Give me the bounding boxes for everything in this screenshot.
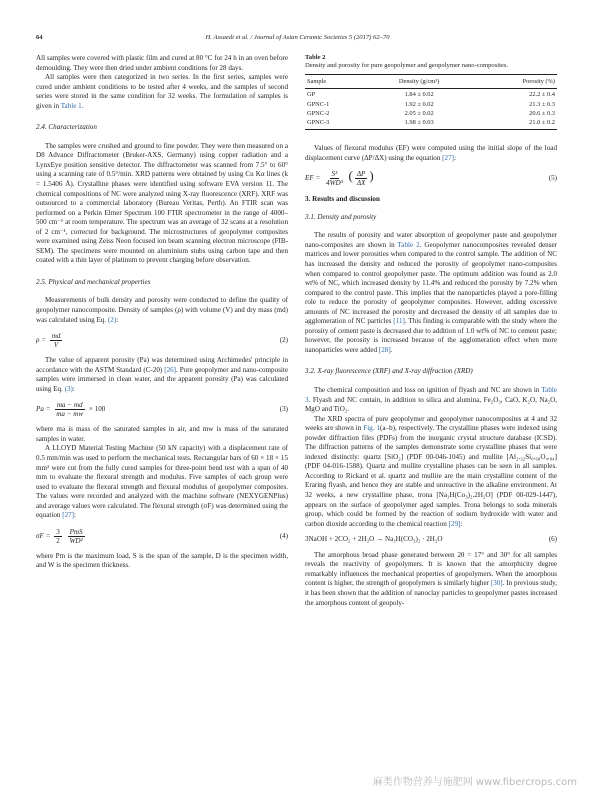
table-2-link[interactable]: Table 2 <box>397 240 420 249</box>
equation-4: σF = $\frac{3}{2}$ $\frac{\text{PmS}}{\text{WD²}}$ (4) <box>36 527 288 545</box>
equation-3: Pa = $\frac{ma - md}{ma - mw}$ × 100 (3) <box>36 401 288 419</box>
equation-number: (2) <box>279 335 288 344</box>
table-caption: Table 2 Density and porosity for pure geopolymer and geopolymer nano-composites. <box>305 54 557 71</box>
citation-link[interactable]: [26] <box>164 365 177 374</box>
column-header: Porosity (%) <box>471 74 557 89</box>
citation-link[interactable]: [11] <box>393 317 405 326</box>
paragraph: The XRD spectra of pure geopolymer and geopolymer nanocomposites at 4 and 32 weeks are shown in Fig. 1(a–b), respectively. The crystalline phases were indexed using powder diffraction files (PDFs) from the inorganic crystal structure database (ICSD). The diffraction patterns of the samples demonstrate some crystalline phases that were indexed distinctly: quartz [SiO₂] (PDF 00-046-1045) and mullite [Al₂.₃₂Si₀.₆₈O₄.₈₄] (PDF 04-016-1588). Quartz and mullite crystalline phases can be seen in all samples. According to Rickard et al. quartz and mullite are the main crystalline content of the Eraring flyash, and hence they are stable and unreactive in the alkaline environment. At 32 weeks, a new crystalline phase, trona [Na₃H(Co₃)₂.2H₂O] (PDF 00-029-1447), appears on the surface of geopolymer aged samples. Trona belongs to soda minerals group, which could be formed by the reaction of sodium hydroxide with water and carbon dioxide according to the chemical reaction [29]: <box>305 414 557 528</box>
paragraph: The value of apparent porosity (Pa) was determined using Archimedes' principle in accordance with the ASTM Standard (C-20) [26]. Pure geopolymer and nano-composite samples were immersed in clean water, and the apparent porosity (Pa) was calculated using Eq. (3): <box>36 356 288 393</box>
table-row: GP 1.84 ± 0.02 22.2 ± 0.4 <box>307 91 555 99</box>
citation-link[interactable]: [28] <box>378 345 391 354</box>
citation-link[interactable]: [30] <box>490 579 503 588</box>
right-column <box>305 54 557 608</box>
section-heading: 3.1. Density and porosity <box>305 212 377 221</box>
fraction: $\frac{\text{PmS}}{\text{WD²}}$ <box>69 527 83 545</box>
column-header: Sample <box>305 74 367 89</box>
paragraph: The results of porosity and water absorption of geopolymer paste and geopolymer nano-composites are shown in Table 2. Geopolymer nanocomposites revealed denser matrices and lower porosities when compared to the control sample. The addition of NC has increased the density and reduced the porosity of geopolymer nano-composites when compared to control geopolymer paste. The optimum addition was found as 2.0 wt% of NC, which increased density by 11.4% and reduced the porosity by 7.2% when compared to the control paste. This implies that the nanoparticles played a pore-filling role to reduce the porosity of geopolymer composites. However, adding excessive amounts of NC increased the porosity and decreased the density of all samples due to agglomeration of NC particles [11]. This finding is comparable with the study where the porosity of cement paste is decreased due to addition of 1.0 wt% of NC to cement paste; however, the porosity is increased because of the agglomeration effect when more nanoparticles were added [28]. <box>305 231 558 354</box>
paragraph: The amorphous broad phase generated between 2θ = 17° and 30° for all samples reveals the reactivity of geopolymers. It is known that the amorphicity degree remarkably influences the mechanical properties of geopolymers. When the amorphous content is higher, the strength of geopolymers is similarly higher [30]. In previous study, it has been shown that the addition of nanoclay particles to geopolymer pastes increased the amorphous content of geopoly- <box>305 550 557 607</box>
paragraph: Values of flexural modulus (EF) were computed using the initial slope of the load displacement curve (ΔP/ΔX) using the equation [27]: <box>305 144 557 162</box>
fraction: $\frac{md}{V}$ <box>51 332 61 350</box>
equation-number: (6) <box>548 535 557 544</box>
paragraph: where ma is mass of the saturated samples in air, and mw is mass of the saturated samples in water. <box>36 425 288 443</box>
fraction: $\frac{\Delta P}{\Delta X}$ <box>356 170 366 188</box>
equation-2: ρ = $\frac{md}{V}$ (2) <box>36 332 288 350</box>
section-heading: 3. Results and discussion <box>305 195 380 204</box>
section-heading: 2.5. Physical and mechanical properties <box>36 277 151 286</box>
equation-number: (3) <box>279 405 288 414</box>
page-number: 64 <box>36 34 43 41</box>
table-row: GPNC-3 1.98 ± 0.03 21.0 ± 0.2 <box>305 118 557 129</box>
equation-link[interactable]: (3) <box>64 384 73 393</box>
paragraph: A LLOYD Material Testing Machine (50 kN capacity) with a displacement rate of 0.5 mm/min was used to perform the mechanical tests. Rectangular bars of 60 × 18 × 15 mm³ were cut from the fully cured samples for three-point bend test with a span of 40 mm to evaluate the flexural strength and modulus. Five samples of each group were used to evaluate the flexural strength and flexural modulus of geopolymer composites. The values were recorded and analyzed with the machine software (NEXYGENPlus) and average values were calculated. The flexural strength (σF) was determined using the equation [27]: <box>36 444 288 520</box>
paragraph: All samples were then categorized in two series. In the first series, samples were cured under ambient conditions to be tested after 4 weeks, and the samples of second series were stored in the same condition for 32 weeks. The formulation of samples is given in Table 1. <box>36 73 288 110</box>
table-1-link[interactable]: Table 1 <box>60 101 82 110</box>
fraction: $\frac{ma - md}{ma - mw}$ <box>56 401 84 419</box>
table-row: GPNC-1 1.92 ± 0.02 21.3 ± 0.3 <box>307 100 555 108</box>
watermark: 麻类作物营养与施肥网 www.fibercrops.com <box>372 777 577 788</box>
page-header <box>36 34 559 46</box>
fraction: $\frac{3}{2}$ <box>56 527 60 545</box>
fraction: $\frac{\text{S³}}{\text{4WD³}}$ <box>326 170 343 188</box>
equation-number: (4) <box>279 531 288 540</box>
paragraph: Measurements of bulk density and porosity were conducted to define the quality of geopolymer nanocomposite. Density of samples (ρ) with volume (V) and dry mass (md) was calculated using Eq. (2): <box>36 296 288 324</box>
left-column <box>36 54 288 571</box>
equation-6: 3NaOH + 2CO₂ + 2H₂O → Na₃H(CO₃)₂ · 2H₂O (6) <box>305 535 557 544</box>
section-heading: 3.2. X-ray fluorescence (XRF) and X-ray diffraction (XRD) <box>305 367 473 376</box>
citation-link[interactable]: [27] <box>62 511 75 520</box>
table-row: GPNC-2 2.05 ± 0.02 20.6 ± 0.3 <box>307 109 555 117</box>
column-header: Density (g/cm³) <box>367 74 471 89</box>
table-label: Table 2 <box>305 54 326 61</box>
paragraph: The samples were crushed and ground to fine powder. They were then measured on a D8 Advance Diffractometer (Bruker-AXS, Germany) using copper radiation and a LynxEye position sensitive detector. The diffractometer was scanned from 7.5° to 60° using a scanning rate of 0.5°/min. XRD patterns were obtained by using Cu Kα lines (k = 1.5406 Å). Crystalline phases were identified using software EVA version 11. The chemical compositions of NC were analyzed using X-ray fluorescence (XRF). XRF was outsourced to a commercial laboratory (Bureau Veritas, Perth). An FTIR scan was performed on a Perkin Elmer Spectrum 100 FTIR spectrometer in the range of 4000–500 cm⁻¹ at room temperature. The spectrum was an average of 32 scans at a resolution of 2 cm⁻¹, corrected for background. The microstructures of geopolymer composites were examined using Zeiss Neon focused ion beam scanning electron microscope (FIB-SEM). The specimens were mounted on aluminium stubs using carbon tape and then coated with a thin layer of platinum to prevent charging before observation. <box>36 141 288 265</box>
table-3-link[interactable]: Table 3 <box>305 386 557 404</box>
equation-5: EF = $\frac{\text{S³}}{\text{4WD³}}$ ( $\frac{\Delta P}{\Delta X}$ ) (5) <box>305 168 557 188</box>
section-heading: 2.4. Characterization <box>36 123 97 132</box>
equation-link[interactable]: (2) <box>107 315 117 324</box>
paragraph: where Pm is the maximum load, S is the span of the sample, D is the specimen width, and W is the specimen thickness. <box>36 551 288 570</box>
equation-number: (5) <box>548 173 557 182</box>
density-porosity-table <box>305 74 557 130</box>
citation-link[interactable]: [27] <box>442 153 454 162</box>
figure-1-link[interactable]: Fig. 1 <box>363 424 381 433</box>
paragraph: The chemical composition and loss on ignition of flyash and NC are shown in Table 3. Flyash and NC contain, in addition to silica and alumina, Fe₂O₃, CaO, K₂O, Na₂O, MgO and TiO₂. <box>305 386 557 414</box>
citation-link[interactable]: [29] <box>448 519 461 528</box>
journal-citation: H. Assaedi et al. / Journal of Asian Ceramic Societies 5 (2017) 62–70 <box>205 34 390 41</box>
paragraph: All samples were covered with plastic film and cured at 80 °C for 24 h in an oven before demoulding. They were then dried under ambient conditions for 28 days. <box>36 54 288 72</box>
